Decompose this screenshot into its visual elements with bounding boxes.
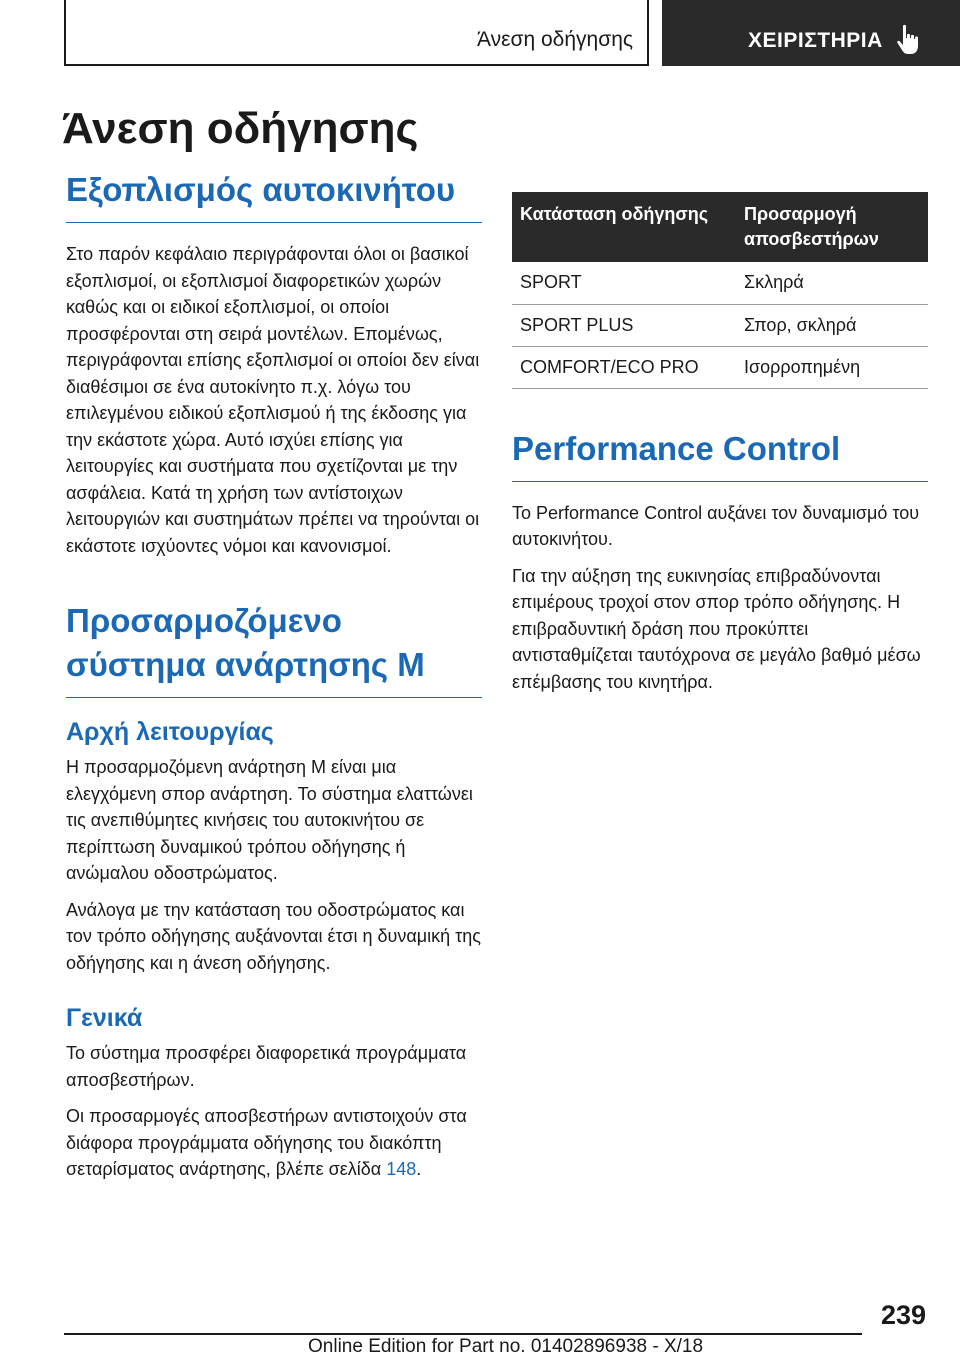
table-cell: Ισορροπημένη (736, 346, 928, 388)
table-header-row (512, 192, 928, 262)
table-cell: COMFORT/ECO PRO (512, 346, 736, 388)
table-row (512, 346, 928, 388)
header-chapter-title: ΧΕΙΡΙΣΤΗΡΙΑ (748, 29, 883, 52)
table-row (512, 262, 928, 304)
page-reference-link[interactable]: 148 (386, 1159, 417, 1179)
principle-heading: Αρχή λειτουργίας (66, 718, 274, 746)
footer-edition: Online Edition for Part no. 01402896938 - X/18 (308, 1336, 704, 1357)
general-heading: Γενικά (66, 1004, 143, 1032)
footer-divider (64, 1333, 862, 1335)
table-header-damper: Προσαρμογή αποσβεστήρων (736, 192, 928, 262)
principle-paragraph-2: Ανάλογα με την κατάσταση του οδοστρώματος και τον τρόπο οδήγησης αυξάνονται έτσι η δυναμική της οδήγησης και η άνεση οδήγησης. (66, 899, 481, 973)
general-paragraph-2 (66, 1103, 482, 1183)
equipment-paragraph: Στο παρόν κεφάλαιο περιγράφονται όλοι οι βασικοί εξοπλισμοί, οι εξοπλισμοί διαφορετικών χωρών καθώς και οι ειδικοί εξοπλισμοί, οι οποίοι προσφέρονται στη σειρά μοντέλων. Επομένως, περιγράφονται επίσης εξοπλισμοί οι οποίοι δεν είναι διαθέσιμοι σε ένα αυτοκίνητο π.χ. λόγω του επιλεγμένου ειδικού εξοπλισμού ή της έκδοσης για την εκάστοτε χώρα. Αυτό ισχύει επίσης για λειτουργίες και συστήματα που σχετίζονται με την ασφάλεια. Κατά τη χρήση των αντίστοιχων λειτουργιών και συστημάτων πρέπει να τηρούνται οι εκάστοτε ισχύοντες νόμοι και κανονισμοί. (66, 244, 480, 556)
pointing-hand-icon (894, 24, 924, 56)
table-cell: Σκληρά (736, 262, 928, 304)
table-cell: Σπορ, σκληρά (736, 304, 928, 346)
right-column (512, 192, 928, 705)
left-column (66, 168, 482, 1193)
header-section-box (64, 0, 649, 66)
suspension-heading: Προσαρμοζόμενο σύστημα ανάρτησης M (66, 599, 482, 698)
principle-paragraph-1: Η προσαρμοζόμενη ανάρτηση M είναι μια ελεγχόμενη σπορ ανάρτηση. Το σύστημα ελαττώνει τις ανεπιθύμητες κινήσεις του αυτοκινήτου σε περίπτωση δυναμικού τρόπου οδήγησης ή ανώμαλου οδοστρώματος. (66, 757, 473, 883)
page-number: 239 (880, 1300, 926, 1330)
performance-paragraph-1: Το Performance Control αυξάνει τον δυναμισμό του αυτοκινήτου. (512, 502, 920, 549)
damper-table (512, 192, 928, 389)
table-cell: SPORT PLUS (512, 304, 736, 346)
performance-paragraph-2: Για την αύξηση της ευκινησίας επιβραδύνονται επιμέρους τροχοί στον σπορ τρόπο οδήγησης. Η επιβραδυντική δράση που προκύπτει αντισταθμίζεται ταυτόχρονα σε μεγάλο βαθμό μέσω επέμβασης του κινητήρα. (512, 565, 921, 692)
table-header-driving-mode: Κατάσταση οδήγησης (512, 192, 736, 262)
equipment-heading: Εξοπλισμός αυτοκινήτου (66, 168, 482, 223)
page-title: Άνεση οδήγησης (62, 104, 419, 153)
table-row (512, 304, 928, 346)
table-cell: SPORT (512, 262, 736, 304)
performance-heading: Performance Control (512, 427, 928, 482)
general-paragraph-2-text: Οι προσαρμογές αποσβεστήρων αντιστοιχούν στα διάφορα προγράμματα οδήγησης του διακόπτη σεταρίσματος ανάρτησης, βλέπε σελίδα (66, 1106, 467, 1179)
header-section-title: Άνεση οδήγησης (477, 28, 633, 51)
general-paragraph-2-end: . (416, 1159, 422, 1179)
header-chapter-box (662, 0, 960, 66)
general-paragraph-1: Το σύστημα προσφέρει διαφορετικά προγράμματα αποσβεστήρων. (66, 1043, 467, 1090)
